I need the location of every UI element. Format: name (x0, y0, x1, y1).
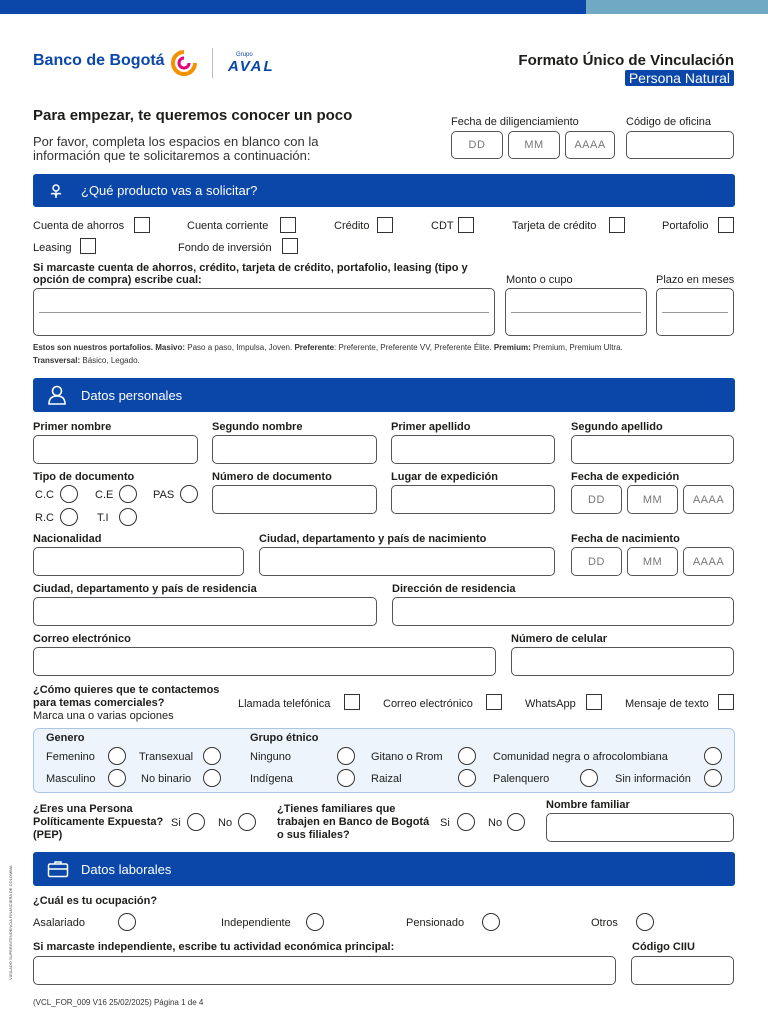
first-surname-field[interactable] (391, 435, 555, 464)
amount-line (511, 312, 641, 313)
issue-month-field[interactable]: MM (627, 485, 678, 514)
checkbox-savings[interactable] (134, 217, 150, 233)
opt-label-cdt: CDT (431, 220, 454, 232)
doc-rc-label: R.C (35, 512, 54, 524)
ethnic-indigenous-label: Indígena (250, 773, 293, 785)
portfolio-note (33, 343, 623, 352)
radio-pep-no[interactable] (238, 813, 256, 831)
contact-question-3: Marca una o varias opciones (33, 710, 174, 722)
radio-doc-rc[interactable] (60, 508, 78, 526)
first-name-field[interactable] (33, 435, 198, 464)
radio-doc-cc[interactable] (60, 485, 78, 503)
opt-label-investment-fund: Fondo de inversión (178, 242, 272, 254)
note-pref-key: Preferente (294, 343, 335, 352)
residence-city-field[interactable] (33, 597, 377, 626)
top-bar-teal (586, 0, 768, 14)
issue-date-label: Fecha de expedición (571, 471, 680, 483)
radio-ethnic-raizal[interactable] (458, 769, 476, 787)
radio-doc-ce[interactable] (119, 485, 137, 503)
contact-whatsapp-label: WhatsApp (525, 698, 576, 710)
family-no-label: No (488, 817, 503, 829)
top-bar-blue (0, 0, 586, 14)
product-detail-line-2: opción de compra) escribe cual: (33, 274, 202, 286)
group-small-label: Grupo (236, 52, 253, 58)
section-work (33, 852, 735, 886)
birth-place-label: Ciudad, departamento y país de nacimiento (259, 533, 487, 545)
gender-male-label: Masculino (46, 773, 96, 785)
residence-address-field[interactable] (392, 597, 734, 626)
checkbox-contact-whatsapp[interactable] (586, 694, 602, 710)
issue-place-label: Lugar de expedición (391, 471, 498, 483)
briefcase-icon (47, 860, 69, 878)
doc-number-field[interactable] (212, 485, 377, 514)
user-icon (47, 384, 67, 406)
note-prem-key: Premium: (493, 343, 531, 352)
ethnic-none-label: Ninguno (250, 751, 291, 763)
product-detail-line-1: Si marcaste cuenta de ahorros, crédito, tarjeta de crédito, portafolio, leasing (tipo y (33, 262, 468, 274)
second-name-label: Segundo nombre (212, 421, 303, 433)
footer-code: (VCL_FOR_009 V16 25/02/2025) Página 1 de 4 (33, 998, 204, 1007)
office-code-field[interactable] (626, 131, 734, 159)
note-masivo-value: Paso a paso, Impulsa, Joven. (185, 343, 295, 352)
contact-email-label: Correo electrónico (383, 698, 473, 710)
occupation-question: ¿Cuál es tu ocupación? (33, 895, 158, 907)
radio-family-yes[interactable] (457, 813, 475, 831)
section-product-title: ¿Qué producto vas a solicitar? (81, 183, 258, 198)
birth-place-field[interactable] (259, 547, 555, 576)
checkbox-credit[interactable] (377, 217, 393, 233)
radio-doc-pas[interactable] (180, 485, 198, 503)
checkbox-investment-fund[interactable] (282, 238, 298, 254)
family-name-label: Nombre familiar (546, 799, 630, 811)
first-name-label: Primer nombre (33, 421, 112, 433)
ciiu-field[interactable] (631, 956, 734, 985)
email-label: Correo electrónico (33, 633, 131, 645)
flower-icon (47, 181, 65, 200)
mobile-field[interactable] (511, 647, 734, 676)
contact-question-1: ¿Cómo quieres que te contactemos (33, 684, 220, 696)
family-name-field[interactable] (546, 813, 734, 842)
note-trans-value: Básico, Legado. (80, 356, 140, 365)
second-surname-label: Segundo apellido (571, 421, 663, 433)
radio-occ-other[interactable] (636, 913, 654, 931)
bank-logo-icon (170, 50, 198, 76)
form-subtitle: Persona Natural (625, 70, 734, 86)
opt-label-credit: Crédito (334, 220, 370, 232)
section-work-title: Datos laborales (81, 862, 172, 877)
family-question-3: o sus filiales? (277, 829, 350, 841)
ciiu-label: Código CIIU (632, 941, 695, 953)
term-label: Plazo en meses (656, 274, 735, 286)
radio-pep-yes[interactable] (187, 813, 205, 831)
radio-occ-pensioner[interactable] (482, 913, 500, 931)
contact-phone-label: Llamada telefónica (238, 698, 331, 710)
contact-sms-label: Mensaje de texto (625, 698, 709, 710)
issue-year-field[interactable]: AAAA (683, 485, 734, 514)
gender-female-label: Femenino (46, 751, 95, 763)
contact-question-2: para temas comerciales? (33, 697, 165, 709)
logo-divider (212, 48, 213, 78)
radio-gender-female[interactable] (108, 747, 126, 765)
birth-day-field[interactable]: DD (571, 547, 622, 576)
intro-line-2: información que te solicitaremos a continuación: (33, 148, 311, 163)
checkbox-contact-phone[interactable] (344, 694, 360, 710)
birth-date-label: Fecha de nacimiento (571, 533, 680, 545)
radio-occ-salaried[interactable] (118, 913, 136, 931)
checkbox-contact-sms[interactable] (718, 694, 734, 710)
checkbox-leasing[interactable] (80, 238, 96, 254)
birth-year-field[interactable]: AAAA (683, 547, 734, 576)
pep-no-label: No (218, 817, 233, 829)
issue-place-field[interactable] (391, 485, 555, 514)
checkbox-checking[interactable] (280, 217, 296, 233)
amount-label: Monto o cupo (506, 274, 573, 286)
product-detail-line (39, 312, 489, 313)
radio-ethnic-indigenous[interactable] (337, 769, 355, 787)
section-personal (33, 378, 735, 412)
family-question-2: trabajen en Banco de Bogotá (277, 816, 430, 828)
pep-question-2: Políticamente Expuesta? (33, 816, 164, 828)
note-trans-key: Transversal: (33, 356, 81, 365)
opt-label-credit-card: Tarjeta de crédito (512, 220, 597, 232)
doc-ce-label: C.E (95, 489, 114, 501)
radio-ethnic-noinfo[interactable] (704, 769, 722, 787)
birth-month-field[interactable]: MM (627, 547, 678, 576)
radio-family-no[interactable] (507, 813, 525, 831)
intro-heading: Para empezar, te queremos conocer un poco (33, 107, 353, 124)
second-surname-field[interactable] (571, 435, 734, 464)
date-label: Fecha de diligenciamiento (451, 116, 579, 128)
nationality-field[interactable] (33, 547, 244, 576)
ethnic-afro-label: Comunidad negra o afrocolombiana (493, 751, 668, 763)
residence-city-label: Ciudad, departamento y país de residencia (33, 583, 257, 595)
aval-logo: AVAL (228, 58, 275, 75)
activity-field[interactable] (33, 956, 616, 985)
radio-occ-independent[interactable] (306, 913, 324, 931)
family-question-1: ¿Tienes familiares que (277, 803, 396, 815)
radio-ethnic-rrom[interactable] (458, 747, 476, 765)
ethnic-raizal-label: Raizal (371, 773, 402, 785)
checkbox-portfolio[interactable] (718, 217, 734, 233)
form-title: Formato Único de Vinculación (518, 52, 734, 69)
nationality-label: Nacionalidad (33, 533, 102, 545)
note-prem-value: Premium, Premium Ultra. (530, 343, 623, 352)
pep-question-3: (PEP) (33, 829, 63, 841)
ethnic-noinfo-label: Sin información (615, 773, 691, 785)
doc-cc-label: C.C (35, 489, 54, 501)
bank-logo: Banco de Bogotá (33, 52, 165, 69)
gender-nonbinary-label: No binario (141, 773, 192, 785)
occ-salaried-label: Asalariado (33, 917, 85, 929)
radio-doc-ti[interactable] (119, 508, 137, 526)
section-personal-title: Datos personales (81, 388, 183, 403)
gender-title: Genero (46, 732, 85, 744)
family-yes-label: Si (440, 817, 450, 829)
checkbox-cdt[interactable] (458, 217, 474, 233)
doc-type-label: Tipo de documento (33, 471, 135, 483)
date-year-field[interactable]: AAAA (565, 131, 615, 159)
doc-pas-label: PAS (153, 489, 175, 501)
residence-address-label: Dirección de residencia (392, 583, 516, 595)
radio-gender-nonbinary[interactable] (203, 769, 221, 787)
term-line (662, 312, 728, 313)
ethnic-palenquero-label: Palenquero (493, 773, 550, 785)
ethnic-rrom-label: Gitano o Rrom (371, 751, 443, 763)
radio-ethnic-palenquero[interactable] (580, 769, 598, 787)
side-vigilado-text: VIGILADO SUPERINTENDENCIA FINANCIERA DE COLOMBIA (8, 865, 13, 980)
checkbox-credit-card[interactable] (609, 217, 625, 233)
doc-ti-label: T.I (97, 512, 109, 524)
opt-label-leasing: Leasing (33, 242, 72, 254)
ethnic-title: Grupo étnico (250, 732, 319, 744)
doc-number-label: Número de documento (212, 471, 332, 483)
opt-label-checking: Cuenta corriente (187, 220, 269, 232)
intro-line-1: Por favor, completa los espacios en blanco con la (33, 134, 319, 149)
section-product (33, 174, 735, 207)
occ-pensioner-label: Pensionado (406, 917, 465, 929)
office-label: Código de oficina (626, 116, 712, 128)
gender-trans-label: Transexual (139, 751, 194, 763)
pep-question-1: ¿Eres una Persona (33, 803, 133, 815)
first-surname-label: Primer apellido (391, 421, 471, 433)
note-intro: Estos son nuestros portafolios. (33, 343, 156, 352)
second-name-field[interactable] (212, 435, 377, 464)
mobile-label: Número de celular (511, 633, 607, 645)
pep-yes-label: Si (171, 817, 181, 829)
occ-other-label: Otros (591, 917, 618, 929)
portfolio-note-2 (33, 356, 140, 365)
opt-label-savings: Cuenta de ahorros (33, 220, 125, 232)
radio-ethnic-afro[interactable] (704, 747, 722, 765)
radio-gender-male[interactable] (108, 769, 126, 787)
date-day-field[interactable]: DD (451, 131, 503, 159)
email-field[interactable] (33, 647, 496, 676)
issue-day-field[interactable]: DD (571, 485, 622, 514)
note-pref-value: : Preferente, Preferente VV, Preferente Élite. (334, 343, 494, 352)
activity-label: Si marcaste independiente, escribe tu actividad económica principal: (33, 941, 395, 953)
radio-ethnic-none[interactable] (337, 747, 355, 765)
note-masivo-key: Masivo: (155, 343, 186, 352)
date-month-field[interactable]: MM (508, 131, 560, 159)
occ-independent-label: Independiente (221, 917, 291, 929)
opt-label-portfolio: Portafolio (662, 220, 709, 232)
checkbox-contact-email[interactable] (486, 694, 502, 710)
radio-gender-trans[interactable] (203, 747, 221, 765)
